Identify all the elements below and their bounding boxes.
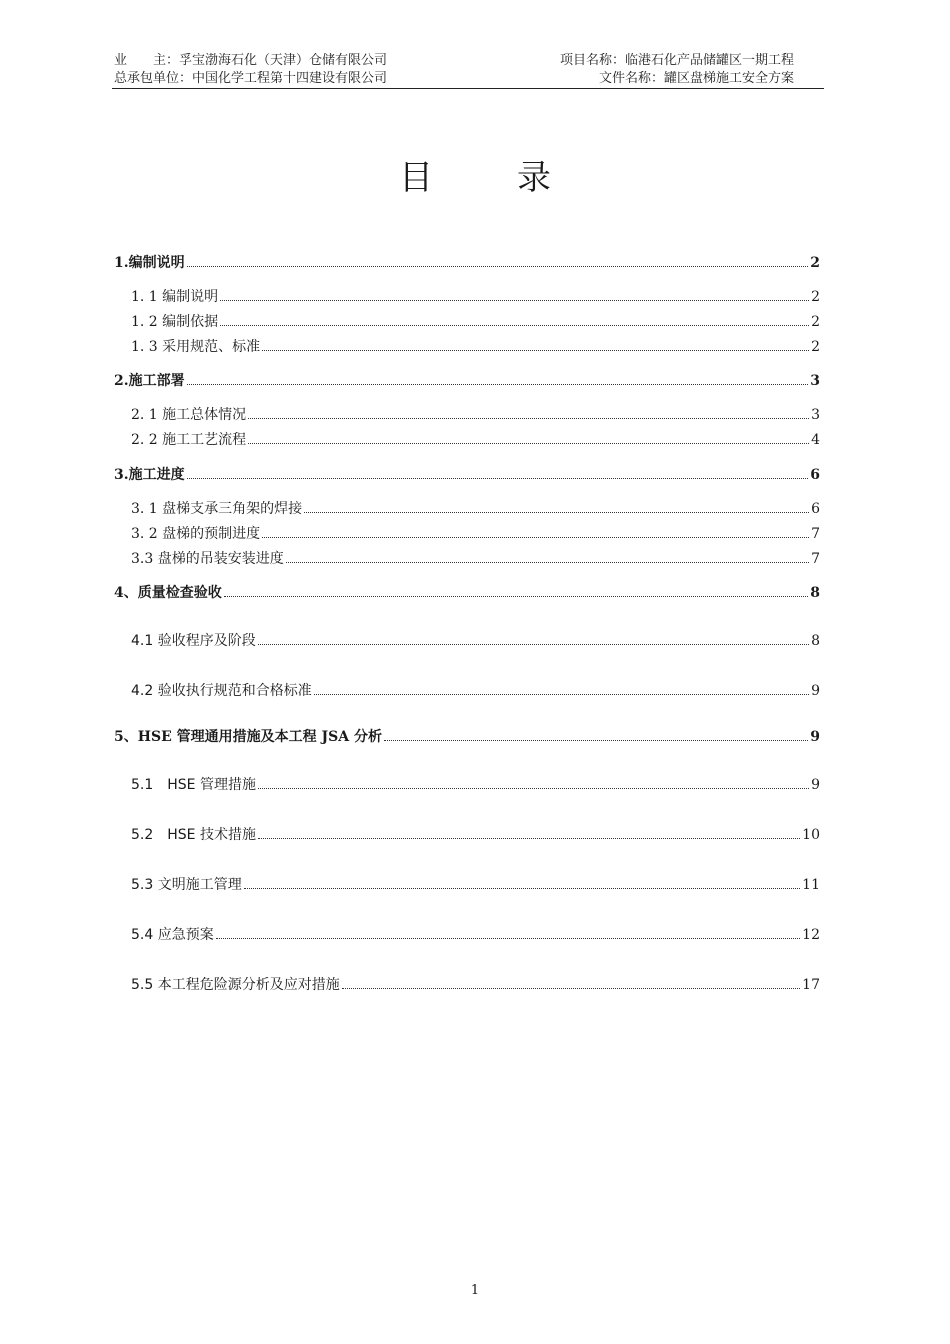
toc-leader-dots [220, 325, 809, 326]
toc-entry-page: 2 [810, 255, 820, 271]
toc-leader-dots [314, 694, 809, 695]
toc-entry-label: 5.3 文明施工管理 [131, 877, 242, 893]
toc-entry-label: 5、HSE 管理通用措施及本工程 JSA 分析 [114, 729, 382, 745]
header-row-2 [112, 70, 824, 89]
toc-entry-label: 3.施工进度 [114, 467, 185, 483]
toc-entry-label: 1. 2 编制依据 [131, 314, 219, 330]
toc-entry[interactable] [131, 774, 820, 792]
toc-entry-page: 10 [802, 827, 820, 843]
toc-leader-dots [220, 300, 809, 301]
toc-entry-page: 12 [802, 927, 820, 943]
toc-leader-dots [384, 740, 808, 741]
toc-entry-page: 3 [810, 373, 820, 389]
toc-entry[interactable] [131, 429, 820, 447]
toc-entry[interactable] [114, 370, 820, 388]
toc-entry-page: 4 [811, 432, 820, 448]
toc-entry[interactable] [131, 824, 820, 842]
title-char-2: 录 [517, 158, 551, 198]
project-name-text: 项目名称：临港石化产品储罐区一期工程 [559, 53, 794, 68]
toc-entry-page: 9 [811, 683, 820, 699]
toc-entry[interactable] [131, 286, 820, 304]
page-title [0, 150, 950, 199]
toc-entry-label: 1. 1 编制说明 [131, 289, 219, 305]
toc-entry-label: 5.1 HSE 管理措施 [131, 777, 256, 793]
toc-entry[interactable] [131, 498, 820, 516]
toc-entry[interactable] [114, 726, 820, 744]
toc-leader-dots [304, 512, 809, 513]
toc-leader-dots [224, 596, 809, 597]
toc-entry-label: 2. 1 施工总体情况 [131, 407, 247, 423]
toc-entry[interactable] [131, 336, 820, 354]
toc-entry-label: 4.2 验收执行规范和合格标准 [131, 683, 312, 699]
toc-leader-dots [258, 838, 800, 839]
file-name-text: 文件名称：罐区盘梯施工安全方案 [598, 71, 794, 86]
toc-entry[interactable] [114, 582, 820, 600]
toc-entry[interactable] [114, 464, 820, 482]
toc-entry-label: 3.3 盘梯的吊装安装进度 [131, 551, 284, 567]
toc-leader-dots [216, 938, 800, 939]
toc-leader-dots [248, 443, 809, 444]
toc-entry-page: 17 [802, 977, 820, 993]
toc-entry-label: 3. 1 盘梯支承三角架的焊接 [131, 501, 303, 517]
page-footer [0, 1283, 950, 1298]
toc-entry-page: 8 [811, 633, 820, 649]
toc-leader-dots [258, 788, 809, 789]
page-number: 1 [470, 1283, 480, 1298]
title-char-1: 目 [399, 158, 433, 198]
toc-leader-dots [248, 418, 809, 419]
toc-entry[interactable] [131, 311, 820, 329]
toc-entry[interactable] [131, 404, 820, 422]
toc-entry[interactable] [131, 523, 820, 541]
toc-entry-label: 4.1 验收程序及阶段 [131, 633, 256, 649]
toc-entry[interactable] [114, 252, 820, 270]
toc-leader-dots [286, 562, 809, 563]
toc-entry[interactable] [131, 680, 820, 698]
toc-leader-dots [262, 350, 809, 351]
toc-leader-dots [187, 384, 809, 385]
toc-leader-dots [258, 644, 809, 645]
toc-entry-page: 7 [811, 526, 820, 542]
toc-entry-label: 2. 2 施工工艺流程 [131, 432, 247, 448]
toc-entry-page: 6 [811, 501, 820, 517]
toc-entry-page: 6 [810, 467, 820, 483]
toc-entry-label: 1.编制说明 [114, 255, 185, 271]
toc-entry-page: 9 [811, 777, 820, 793]
toc-entry-label: 1. 3 采用规范、标准 [131, 339, 261, 355]
toc-entry-label: 4、质量检查验收 [114, 585, 222, 601]
toc-entry-page: 2 [811, 314, 820, 330]
toc-leader-dots [187, 266, 809, 267]
toc-entry[interactable] [131, 548, 820, 566]
contractor-text: 总承包单位：中国化学工程第十四建设有限公司 [114, 71, 388, 86]
toc-leader-dots [342, 988, 800, 989]
toc-entry-page: 3 [811, 407, 820, 423]
toc-entry-label: 2.施工部署 [114, 373, 185, 389]
toc-entry-page: 11 [802, 877, 820, 893]
toc-entry[interactable] [131, 974, 820, 992]
header-row-1 [112, 52, 824, 70]
toc-entry[interactable] [131, 874, 820, 892]
toc-entry-label: 3. 2 盘梯的预制进度 [131, 526, 261, 542]
toc-entry-page: 8 [810, 585, 820, 601]
toc-entry-label: 5.5 本工程危险源分析及应对措施 [131, 977, 340, 993]
owner-text: 业 主：孚宝渤海石化（天津）仓储有限公司 [114, 53, 388, 68]
toc-entry[interactable] [131, 924, 820, 942]
toc-entry[interactable] [131, 630, 820, 648]
toc-entry-page: 9 [810, 729, 820, 745]
toc-entry-label: 5.4 应急预案 [131, 927, 214, 943]
toc-entry-page: 2 [811, 339, 820, 355]
toc-entry-page: 7 [811, 551, 820, 567]
toc-leader-dots [262, 537, 809, 538]
toc-entry-page: 2 [811, 289, 820, 305]
toc-leader-dots [244, 888, 800, 889]
toc-entry-label: 5.2 HSE 技术措施 [131, 827, 256, 843]
toc-leader-dots [187, 478, 809, 479]
